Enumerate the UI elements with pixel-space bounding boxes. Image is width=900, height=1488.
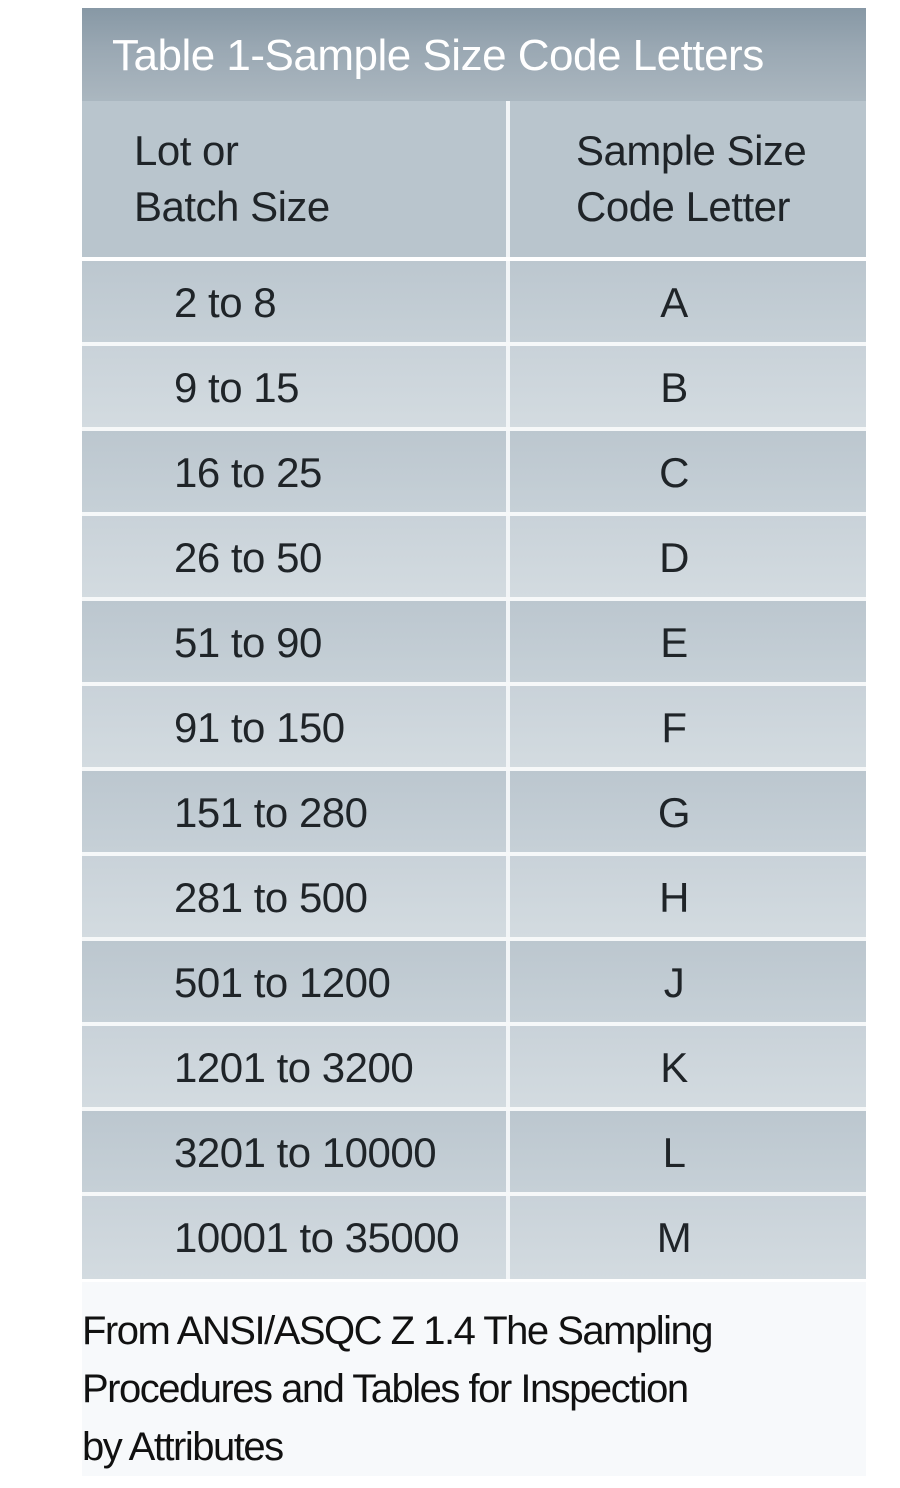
header-lot-line2: Batch Size — [134, 183, 330, 230]
table-row — [82, 1111, 866, 1196]
header-lot-batch-size — [82, 101, 510, 257]
header-code-line1: Sample Size — [576, 127, 807, 174]
footnote-line3: by Attributes — [82, 1425, 283, 1469]
code-letter-cell: M — [656, 1214, 692, 1261]
table-row — [82, 686, 866, 771]
table-row — [82, 941, 866, 1026]
table-row — [82, 601, 866, 686]
table-title: Table 1-Sample Size Code Letters — [82, 8, 866, 98]
lot-size-cell: 151 to 280 — [82, 771, 510, 852]
lot-size-cell: 501 to 1200 — [82, 941, 510, 1022]
table-row — [82, 261, 866, 346]
code-letter-cell: J — [663, 959, 685, 1006]
table-row — [82, 1196, 866, 1279]
table-row — [82, 771, 866, 856]
code-letter-cell: G — [657, 789, 691, 836]
header-code-letter — [510, 101, 866, 257]
code-letter-cell: D — [659, 534, 689, 581]
code-letter-cell: B — [660, 364, 688, 411]
lot-size-cell: 281 to 500 — [82, 856, 510, 937]
footnote-line2: Procedures and Tables for Inspection — [82, 1367, 688, 1411]
lot-size-cell: 10001 to 35000 — [82, 1196, 510, 1279]
lot-size-cell: 91 to 150 — [82, 686, 510, 767]
code-letter-cell: L — [662, 1129, 686, 1176]
source-footnote — [82, 1282, 866, 1476]
code-letter-cell: K — [660, 1044, 688, 1091]
lot-size-cell: 16 to 25 — [82, 431, 510, 512]
table-row — [82, 516, 866, 601]
table-row — [82, 346, 866, 431]
lot-size-cell: 51 to 90 — [82, 601, 510, 682]
table-row — [82, 431, 866, 516]
sample-size-table — [82, 8, 866, 1279]
lot-size-cell: 9 to 15 — [82, 346, 510, 427]
code-letter-cell: C — [659, 449, 689, 496]
code-letter-cell: A — [660, 279, 688, 326]
lot-size-cell: 3201 to 10000 — [82, 1111, 510, 1192]
table-row — [82, 1026, 866, 1111]
table-row — [82, 856, 866, 941]
code-letter-cell: H — [659, 874, 689, 921]
lot-size-cell: 1201 to 3200 — [82, 1026, 510, 1107]
lot-size-cell: 26 to 50 — [82, 516, 510, 597]
header-code-line2: Code Letter — [576, 183, 790, 230]
code-letter-cell: E — [660, 619, 688, 666]
table-header-row — [82, 98, 866, 261]
header-lot-line1: Lot or — [134, 127, 239, 174]
code-letter-cell: F — [661, 704, 687, 751]
footnote-line1: From ANSI/ASQC Z 1.4 The Sampling — [82, 1309, 713, 1353]
table-body — [82, 261, 866, 1279]
lot-size-cell: 2 to 8 — [82, 261, 510, 342]
